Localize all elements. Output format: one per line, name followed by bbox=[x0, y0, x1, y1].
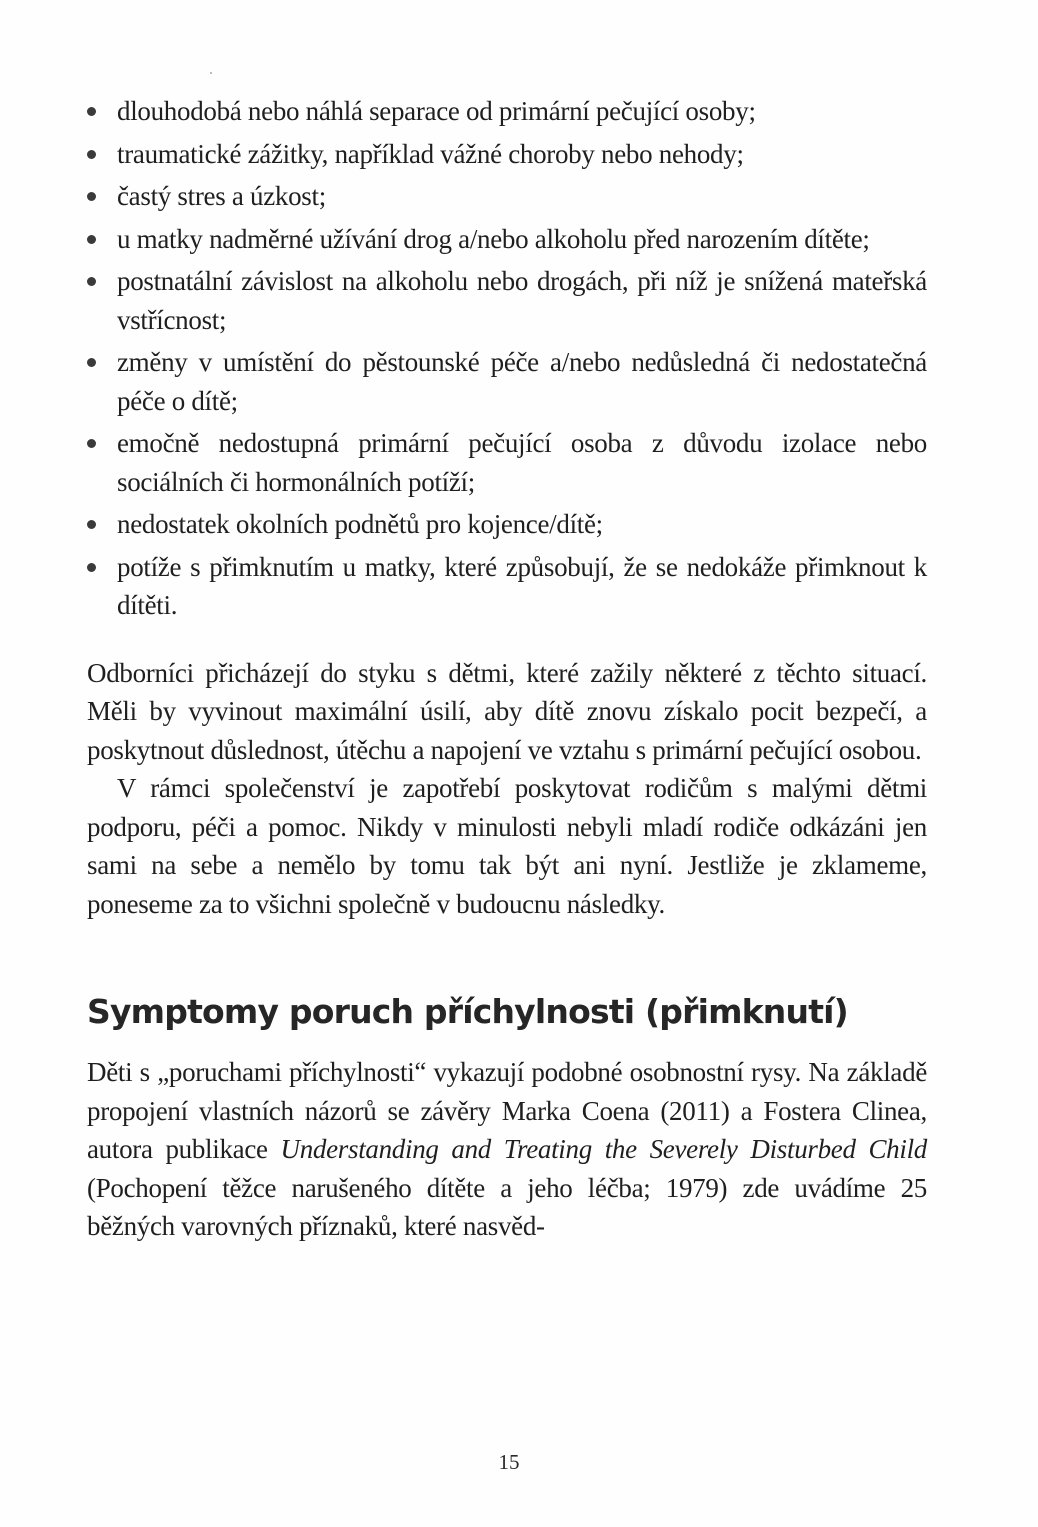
book-title: Understanding and Treating the Severely Disturbed Child bbox=[280, 1134, 927, 1164]
list-item: potíže s přimknutím u matky, které způsobují, že se nedokáže přimknout k dítěti. bbox=[87, 548, 927, 625]
paragraph-symptoms-intro: Děti s „poruchami příchylnosti“ vykazují podobné osobnostní rysy. Na základě propojení vlastních názorů se závěry Marka Coena (2011) a Fostera Clinea, autora publikace Understanding and Treating the Severely Disturbed Child (Pochopení těžce narušeného dítěte a jeho léčba; 1979) zde uvádíme 25 běžných varovných příznaků, které nasvěd- bbox=[87, 1057, 927, 1241]
bullet-icon bbox=[87, 235, 96, 244]
bullet-icon bbox=[87, 439, 96, 448]
risk-factor-list bbox=[87, 92, 927, 625]
list-item: dlouhodobá nebo náhlá separace od primární pečující osoby; bbox=[87, 92, 927, 131]
list-item: změny v umístění do pěstounské péče a/nebo nedůsledná či nedostatečná péče o dítě; bbox=[87, 343, 927, 420]
list-item: emočně nedostupná primární pečující osoba z důvodu izolace nebo sociálních či hormonálních potíží; bbox=[87, 424, 927, 501]
page-number: 15 bbox=[498, 1450, 520, 1474]
list-item: postnatální závislost na alkoholu nebo drogách, při níž je snížená mateřská vstřícnost; bbox=[87, 262, 927, 339]
list-item: častý stres a úzkost; bbox=[87, 177, 927, 216]
page-content bbox=[87, 92, 927, 1246]
paragraph-professionals: Odborníci přicházejí do styku s dětmi, které zažily některé z těchto situací. Měli by vyvinout maximální úsilí, aby dítě znovu získalo pocit bezpečí, a poskytnout důslednost, útěchu a napojení ve vztahu s primární pečující osobou. bbox=[87, 657, 927, 765]
bullet-icon bbox=[87, 358, 96, 367]
bullet-icon bbox=[87, 107, 96, 116]
section-heading: Symptomy poruch příchylnosti (přimknutí) bbox=[87, 992, 848, 1031]
list-item: traumatické zážitky, například vážné choroby nebo nehody; bbox=[87, 135, 927, 174]
bullet-icon bbox=[87, 520, 96, 529]
bullet-icon bbox=[87, 192, 96, 201]
paragraph-community: V rámci společenství je zapotřebí poskytovat rodičům s malými dětmi podporu, péči a pomoc. Nikdy v minulosti nebyli mladí rodiče odkázáni jen sami na sebe a nemělo by tomu tak být ani nyní. Jestliže je zklameme, poneseme za to všichni společně v budoucnu následky. bbox=[87, 773, 927, 919]
list-item: nedostatek okolních podnětů pro kojence/dítě; bbox=[87, 505, 927, 544]
list-item: u matky nadměrné užívání drog a/nebo alkoholu před narozením dítěte; bbox=[87, 220, 927, 259]
bullet-icon bbox=[87, 277, 96, 286]
bullet-icon bbox=[87, 150, 96, 159]
bullet-icon bbox=[87, 563, 96, 572]
scan-speck bbox=[210, 72, 212, 74]
